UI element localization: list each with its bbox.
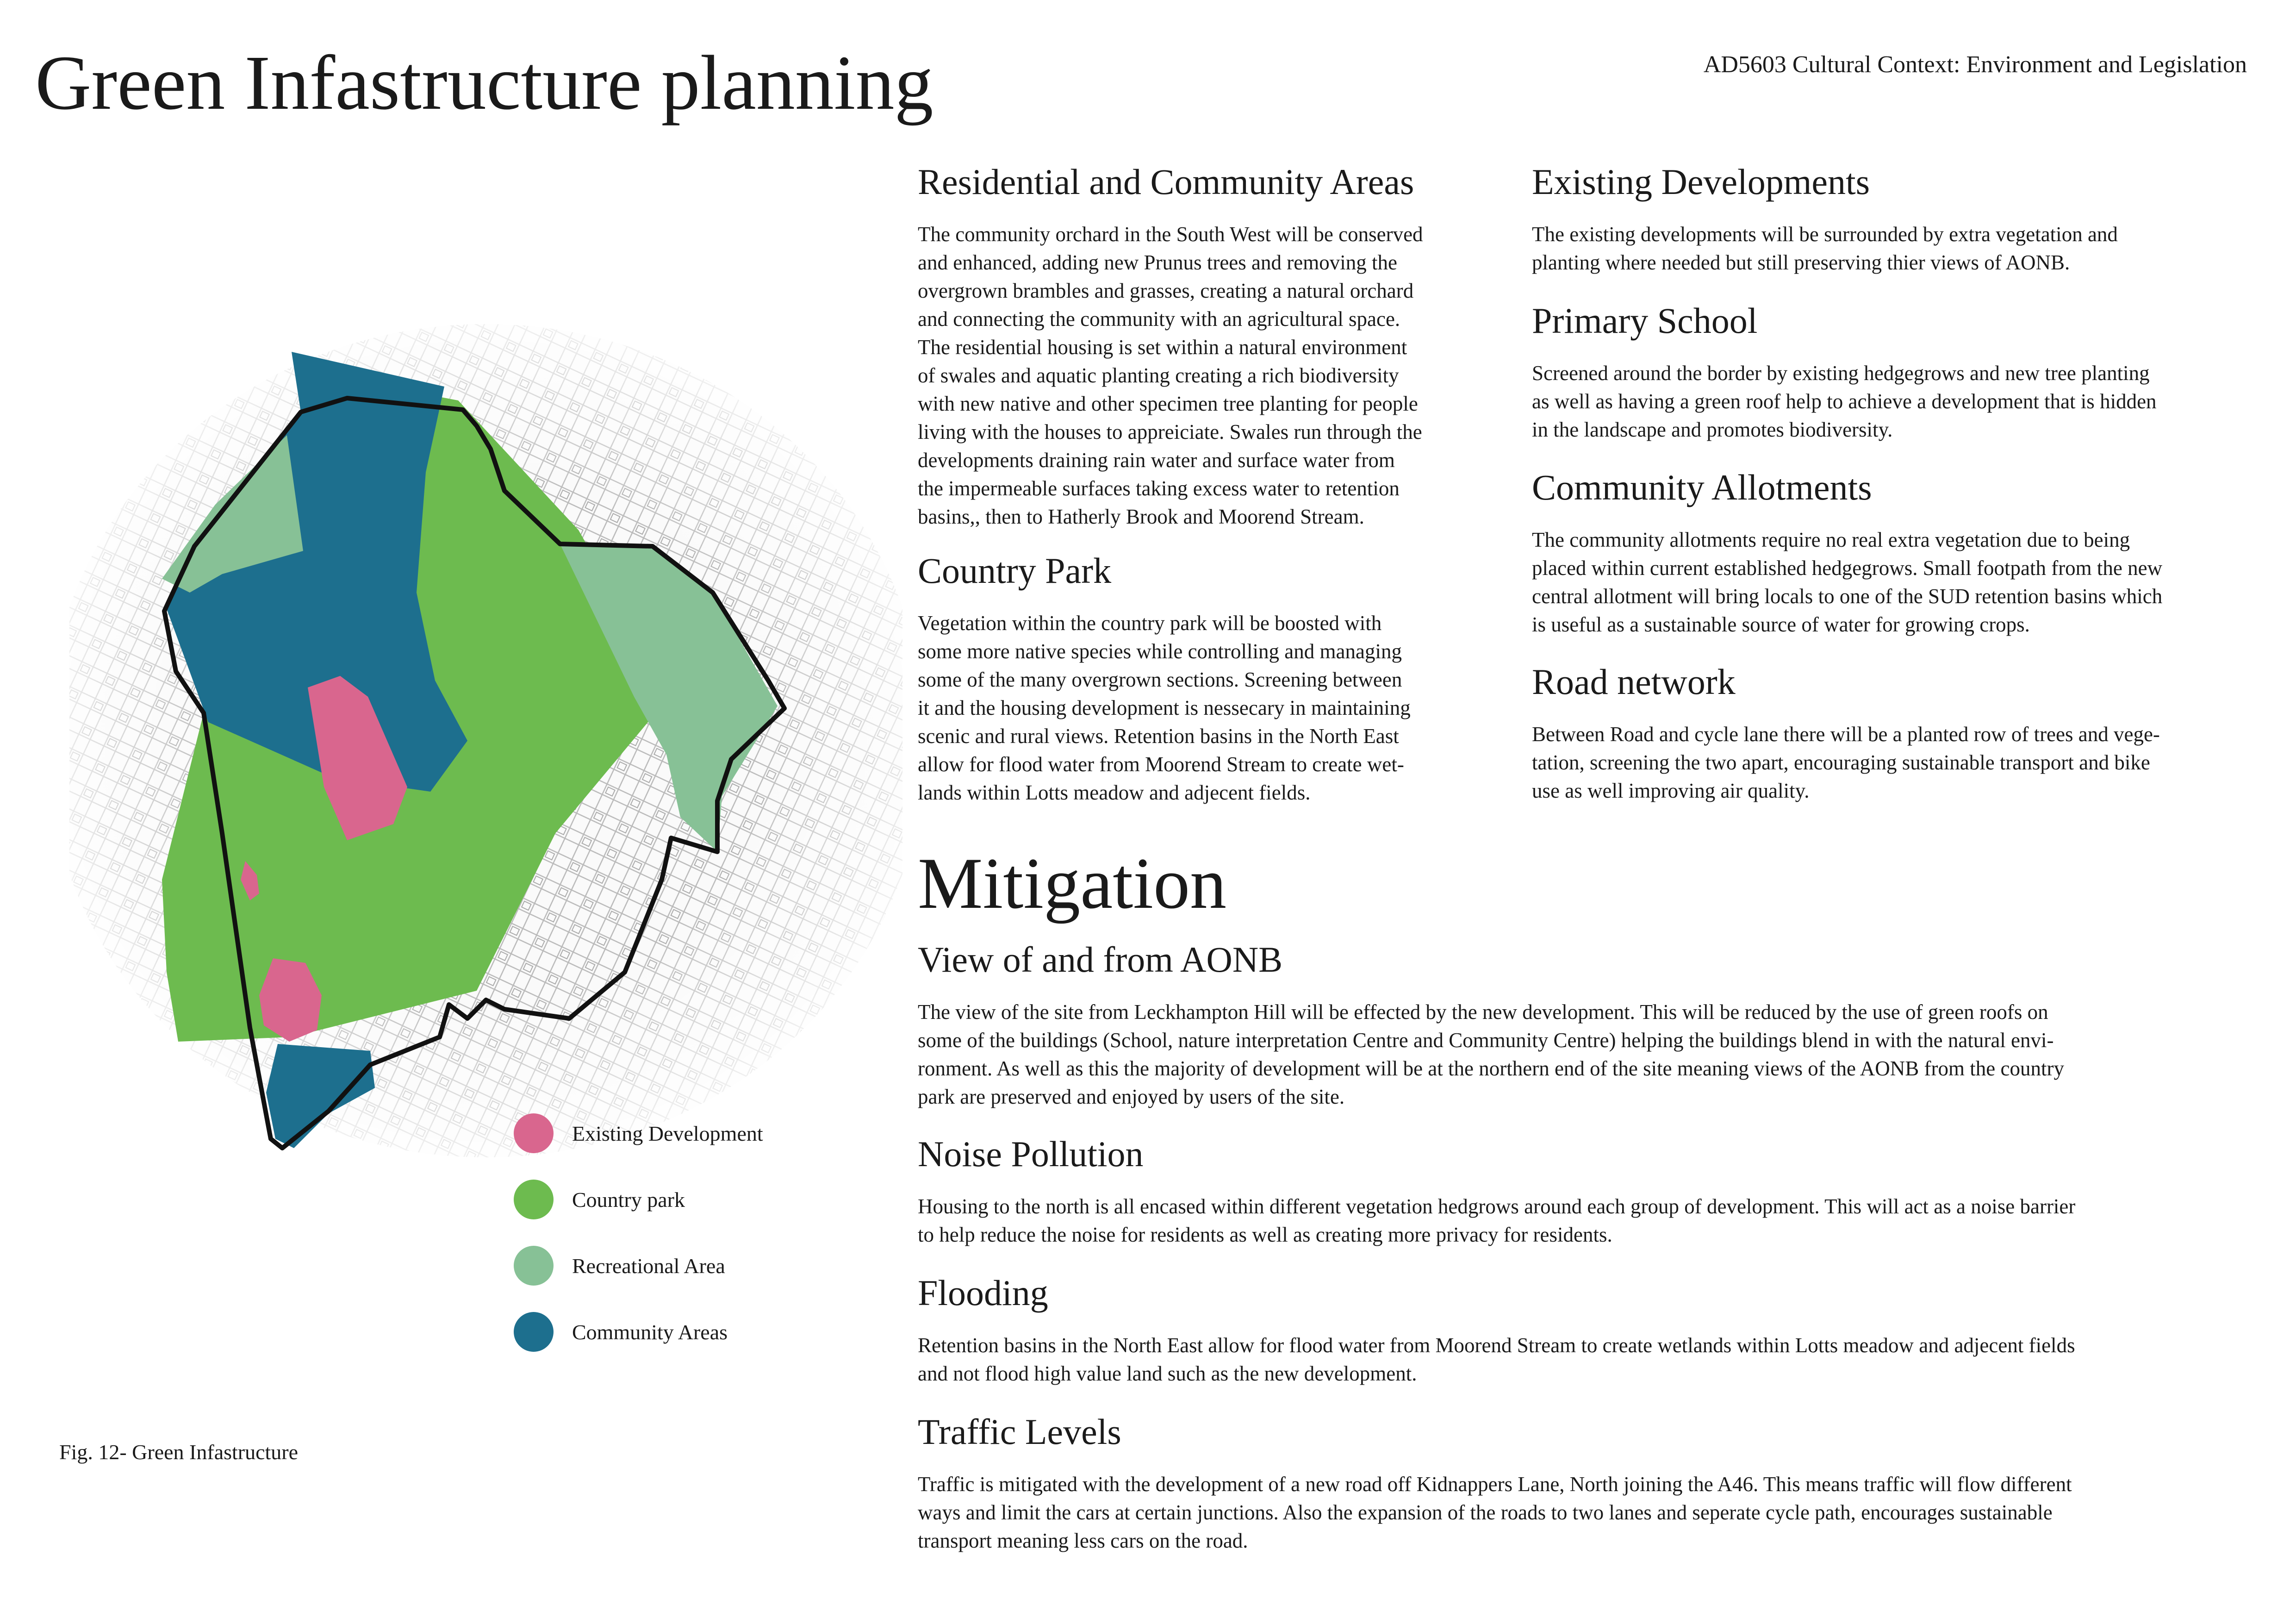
section-body <box>918 1331 2260 1388</box>
section-heading: Residential and Community Areas <box>918 162 1414 202</box>
section-heading: Flooding <box>918 1273 1048 1313</box>
section-community-allotments <box>1532 468 2254 639</box>
text-line: ways and limit the cars at certain junctions. Also the expansion of the roads to two lanes and seperate cycle path, encourages sustainable <box>918 1500 2053 1524</box>
text-line: park are preserved and enjoyed by users of the site. <box>918 1085 1345 1108</box>
text-line: Retention basins in the North East allow for flood water from Moorend Stream to create wetlands within Lotts meadow and adjecent fields <box>918 1333 2075 1357</box>
text-line: The view of the site from Leckhampton Hill will be effected by the new development. This will be reduced by the use of green roofs on <box>918 1000 2048 1024</box>
section-heading: Existing Developments <box>1532 162 1870 202</box>
section-body <box>1532 359 2254 444</box>
text-line: ronment. As well as this the majority of development will be at the northern end of the site meaning views of the AONB from the country <box>918 1056 2064 1080</box>
section-aonb <box>918 940 2260 1111</box>
section-traffic-levels <box>918 1412 2260 1555</box>
text-line: scenic and rural views. Retention basins in the North East <box>918 724 1399 748</box>
legend-swatch-country-park <box>514 1180 554 1219</box>
legend-label: Existing Development <box>572 1121 763 1145</box>
text-line: The community allotments require no real extra vegetation due to being <box>1532 528 2130 551</box>
section-body <box>1532 720 2254 805</box>
text-line: developments draining rain water and surface water from <box>918 448 1395 472</box>
text-line: transport meaning less cars on the road. <box>918 1529 1248 1552</box>
legend-swatch-existing-development <box>514 1113 554 1153</box>
legend-item-recreational-area <box>514 1246 725 1286</box>
text-line: some of the buildings (School, nature interpretation Centre and Community Centre) helping the buildings blend in with the natural envi- <box>918 1028 2054 1052</box>
section-body <box>918 609 1519 807</box>
text-line: overgrown brambles and grasses, creating a natural orchard <box>918 279 1414 302</box>
text-line: Traffic is mitigated with the development of a new road off Kidnappers Lane, North joining the A46. This means traffic will flow different <box>918 1472 2072 1496</box>
legend-item-community-areas <box>514 1312 728 1352</box>
legend-item-country-park <box>514 1180 685 1219</box>
legend-swatch-community-areas <box>514 1312 554 1352</box>
section-body <box>918 1193 2260 1249</box>
section-heading: Country Park <box>918 550 1112 591</box>
section-heading: Traffic Levels <box>918 1412 1121 1452</box>
section-noise-pollution <box>918 1134 2260 1249</box>
section-country-park <box>918 551 1519 807</box>
figure-caption: Fig. 12- Green Infastructure <box>59 1440 299 1464</box>
text-line: it and the housing development is nessecary in maintaining <box>918 696 1411 719</box>
site-map <box>69 278 902 1204</box>
section-heading: Community Allotments <box>1532 467 1872 507</box>
text-line: Screened around the border by existing hedgegrows and new tree planting <box>1532 361 2150 385</box>
text-line: The community orchard in the South West will be conserved <box>918 222 1423 246</box>
section-flooding <box>918 1273 2260 1388</box>
text-line: basins,, then to Hatherly Brook and Moorend Stream. <box>918 505 1364 528</box>
text-line: allow for flood water from Moorend Stream to create wet- <box>918 752 1404 776</box>
text-line: and connecting the community with an agricultural space. <box>918 307 1400 331</box>
section-heading: Road network <box>1532 662 1736 702</box>
section-body <box>918 998 2260 1111</box>
course-title: AD5603 Cultural Context: Environment and Legislation <box>1703 51 2247 78</box>
legend-item-existing-development <box>514 1113 763 1153</box>
section-body <box>1532 526 2254 639</box>
text-line: and not flood high value land such as the new development. <box>918 1362 1417 1385</box>
legend-label: Country park <box>572 1187 685 1212</box>
text-line: Vegetation within the country park will be boosted with <box>918 611 1382 635</box>
section-heading: View of and from AONB <box>918 939 1283 980</box>
section-residential <box>918 162 1519 531</box>
text-line: lands within Lotts meadow and adjecent fields. <box>918 781 1311 804</box>
section-road-network <box>1532 662 2254 805</box>
section-existing-developments <box>1532 162 2254 277</box>
section-heading: Noise Pollution <box>918 1134 1144 1174</box>
text-line: as well as having a green roof help to achieve a development that is hidden <box>1532 389 2157 413</box>
legend-label: Community Areas <box>572 1320 728 1344</box>
page-title: Green Infastructure planning <box>35 40 933 126</box>
text-line: Between Road and cycle lane there will be a planted row of trees and vege- <box>1532 722 2160 746</box>
section-body <box>1532 220 2254 277</box>
text-line: living with the houses to appreiciate. Swales run through the <box>918 420 1422 443</box>
text-line: is useful as a sustainable source of water for growing crops. <box>1532 612 2030 636</box>
text-line: the impermeable surfaces taking excess water to retention <box>918 476 1400 500</box>
text-line: with new native and other specimen tree planting for people <box>918 392 1418 415</box>
section-body <box>918 220 1519 531</box>
text-line: tation, screening the two apart, encouraging sustainable transport and bike <box>1532 750 2150 774</box>
text-line: to help reduce the noise for residents as well as creating more privacy for residents. <box>918 1223 1612 1246</box>
text-line: some of the many overgrown sections. Screening between <box>918 668 1402 691</box>
text-line: The residential housing is set within a natural environment <box>918 335 1407 359</box>
legend-label: Recreational Area <box>572 1254 725 1278</box>
section-body <box>918 1470 2260 1555</box>
section-heading: Primary School <box>1532 300 1758 341</box>
text-line: use as well improving air quality. <box>1532 779 1810 802</box>
text-line: planting where needed but still preserving thier views of AONB. <box>1532 250 2070 274</box>
mitigation-title: Mitigation <box>918 843 1227 924</box>
text-line: Housing to the north is all encased within different vegetation hedgrows around each group of development. This will act as a noise barrier <box>918 1194 2076 1218</box>
text-line: in the landscape and promotes biodiversity. <box>1532 418 1893 441</box>
section-primary-school <box>1532 301 2254 444</box>
text-line: placed within current established hedgegrows. Small footpath from the new <box>1532 556 2163 580</box>
text-line: central allotment will bring locals to one of the SUD retention basins which <box>1532 584 2163 608</box>
text-line: The existing developments will be surrounded by extra vegetation and <box>1532 222 2118 246</box>
text-line: of swales and aquatic planting creating a rich biodiversity <box>918 363 1399 387</box>
text-line: some more native species while controlling and managing <box>918 639 1402 663</box>
text-line: and enhanced, adding new Prunus trees and removing the <box>918 250 1397 274</box>
legend-swatch-recreational-area <box>514 1246 554 1286</box>
